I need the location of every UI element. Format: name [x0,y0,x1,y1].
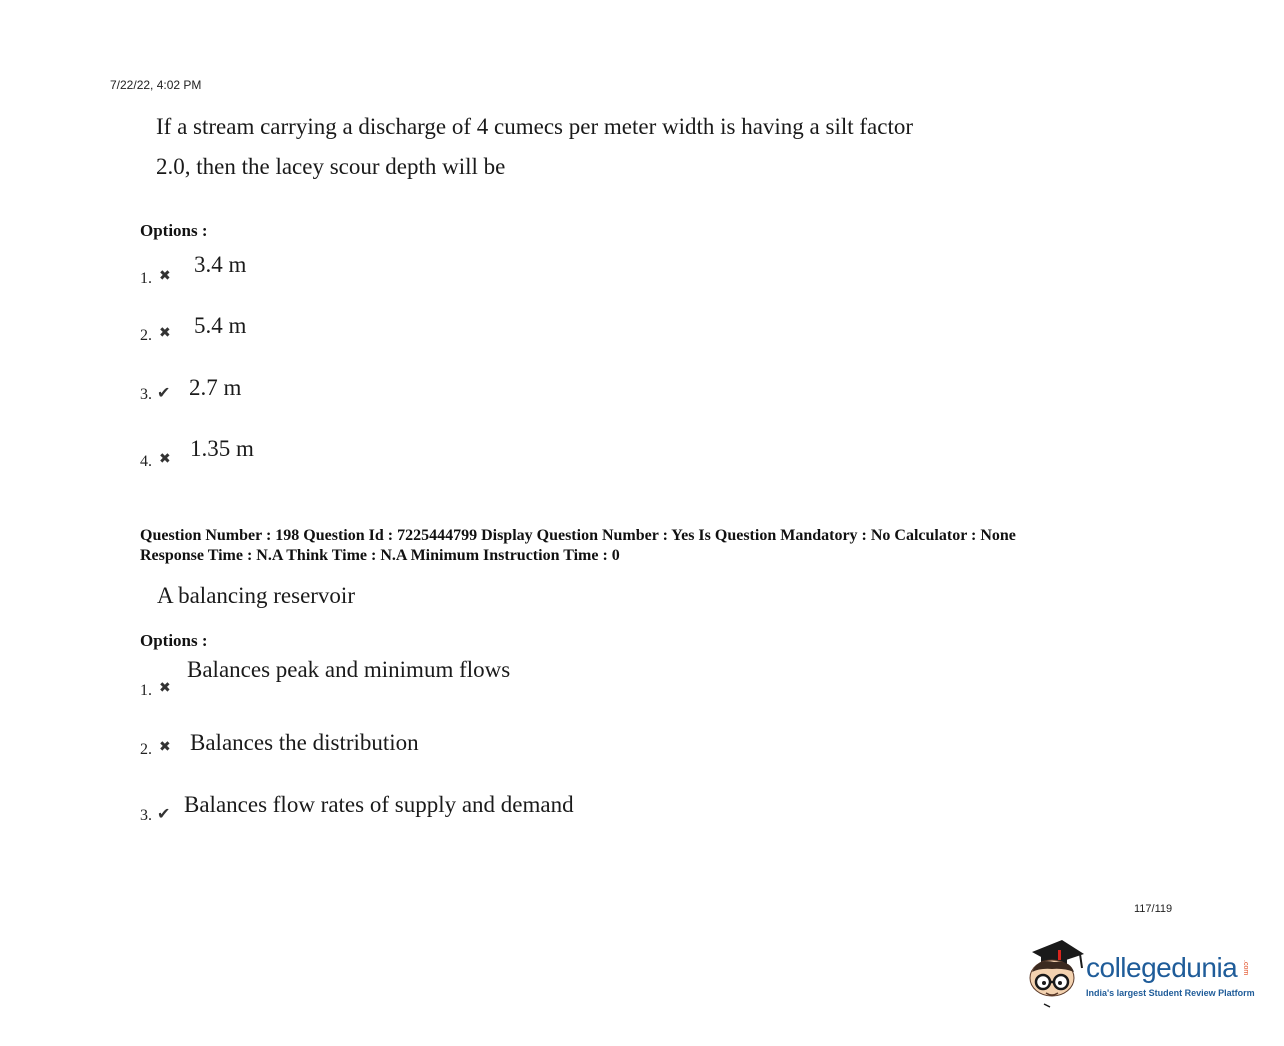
correct-check-icon: ✔ [157,806,171,823]
q1-option-2-text: 5.4 m [194,313,247,338]
q2-option-2-number: 2. [140,741,152,758]
q2-option-2-text: Balances the distribution [190,730,419,755]
wrong-mark-icon: ✖ [159,681,171,696]
correct-check-icon: ✔ [157,385,171,402]
q2-option-1-text: Balances peak and minimum flows [187,657,511,682]
question-2-text: A balancing reservoir [157,583,355,608]
q1-option-2-number: 2. [140,327,152,344]
logo-tagline: India's largest Student Review Platform [1086,988,1255,998]
q2-option-3-text: Balances flow rates of supply and demand [184,792,574,817]
q2-option-1-number: 1. [140,682,152,699]
question-1-text-line-2: 2.0, then the lacey scour depth will be [156,154,506,179]
question-1-text-line-1: If a stream carrying a discharge of 4 cumecs per meter width is having a silt factor [156,114,914,139]
wrong-mark-icon: ✖ [159,326,171,341]
logo-wordmark: collegedunia [1086,952,1238,983]
page-number: 117/119 [1134,903,1173,915]
q2-option-3-number: 3. [140,807,152,824]
wrong-mark-icon: ✖ [159,452,171,467]
wrong-mark-icon: ✖ [159,740,171,755]
q1-option-4-text: 1.35 m [190,436,254,461]
q1-option-1-text: 3.4 m [194,252,247,277]
q1-option-1-number: 1. [140,270,152,287]
question-1-options-label: Options : [140,221,208,240]
q1-option-4-number: 4. [140,453,152,470]
question-2-meta-line-2: Response Time : N.A Think Time : N.A Minimum Instruction Time : 0 [140,547,620,564]
q1-option-3-text: 2.7 m [189,375,242,400]
mascot-icon [1024,938,1086,1010]
wrong-mark-icon: ✖ [159,269,171,284]
print-timestamp: 7/22/22, 4:02 PM [110,78,202,92]
logo-domain-suffix: .com [1242,960,1249,976]
collegedunia-logo [1024,938,1264,1010]
q1-option-3-number: 3. [140,386,152,403]
question-2-meta-line-1: Question Number : 198 Question Id : 7225444799 Display Question Number : Yes Is Question Mandatory : No Calculator : None [140,527,1016,544]
question-2-options-label: Options : [140,631,208,650]
